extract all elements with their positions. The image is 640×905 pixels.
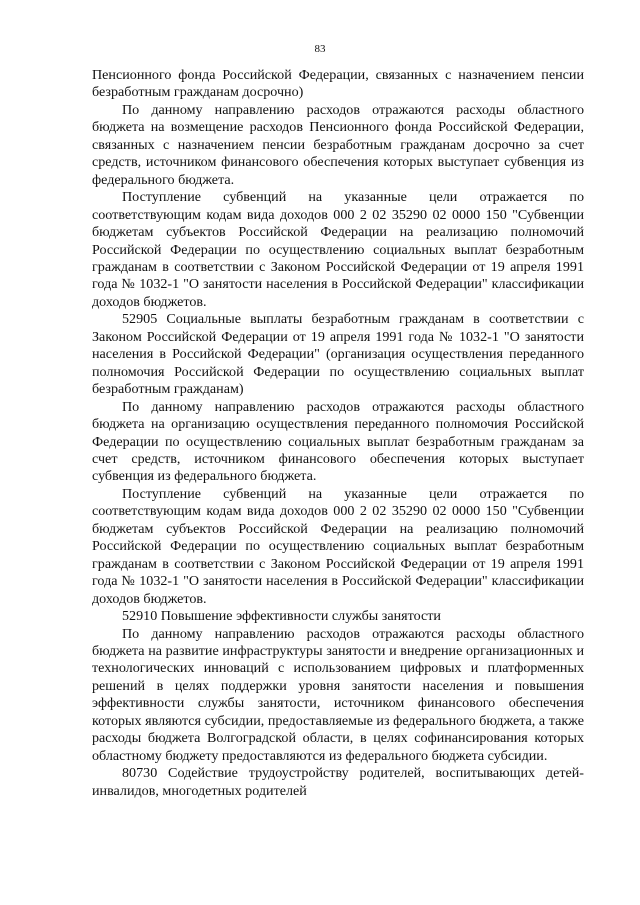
section-heading-80730: 80730 Содействие трудоустройству родителей, воспитывающих детей-инвалидов, многодетных родителей <box>92 765 584 799</box>
paragraph: По данному направлению расходов отражаются расходы областного бюджета на организацию осуществления переданного полномочия Российской Федерации по осуществлению социальных выплат безработным гражданам за счет средств, источником финансового обеспечения которых выступает субвенция из федерального бюджета. <box>92 398 584 485</box>
paragraph: По данному направлению расходов отражаются расходы областного бюджета на возмещение расходов Пенсионного фонда Российской Федерации, связанных с назначением пенсии безработным гражданам досрочно за счет средств, источником финансового обеспечения которых выступает субвенция из федерального бюджета. <box>92 101 584 188</box>
section-heading-52910: 52910 Повышение эффективности службы занятости <box>122 608 441 625</box>
page-number: 83 <box>314 43 326 55</box>
paragraph: Поступление субвенций на указанные цели отражается по соответствующим кодам вида доходов 000 2 02 35290 02 0000 150 "Субвенции бюджетам субъектов Российской Федерации на реализацию полномочий Российской Федерации по осуществлению социальных выплат безработным гражданам в соответствии с Законом Российской Федерации от 19 апреля 1991 года № 1032-1 "О занятости населения в Российской Федерации" классификации доходов бюджетов. <box>92 485 584 607</box>
section-heading-52905: 52905 Социальные выплаты безработным гражданам в соответствии с Законом Российской Федерации от 19 апреля 1991 года № 1032-1 "О занятости населения в Российской Федерации" (организация осуществления переданного полномочия Российской Федерации по осуществлению социальных выплат безработным гражданам) <box>92 311 584 398</box>
paragraph-continuation: Пенсионного фонда Российской Федерации, связанных с назначением пенсии безработным гражданам досрочно) <box>92 67 584 101</box>
paragraph: Поступление субвенций на указанные цели отражается по соответствующим кодам вида доходов 000 2 02 35290 02 0000 150 "Субвенции бюджетам субъектов Российской Федерации на реализацию полномочий Российской Федерации по осуществлению социальных выплат безработным гражданам в соответствии с Законом Российской Федерации от 19 апреля 1991 года № 1032-1 "О занятости населения в Российской Федерации" классификации доходов бюджетов. <box>92 189 584 310</box>
document-body <box>92 67 584 800</box>
paragraph: По данному направлению расходов отражаются расходы областного бюджета на развитие инфраструктуры занятости и внедрение организационных и технологических инноваций с использованием цифровых и платформенных решений в целях поддержки уровня занятости населения и повышения эффективности службы занятости, источником финансового обеспечения которых являются субсидии, предоставляемые из федерального бюджета, а также расходы бюджета Волгоградской области, в целях софинансирования которых областному бюджету предоставляются из федерального бюджета субсидии. <box>92 625 584 764</box>
